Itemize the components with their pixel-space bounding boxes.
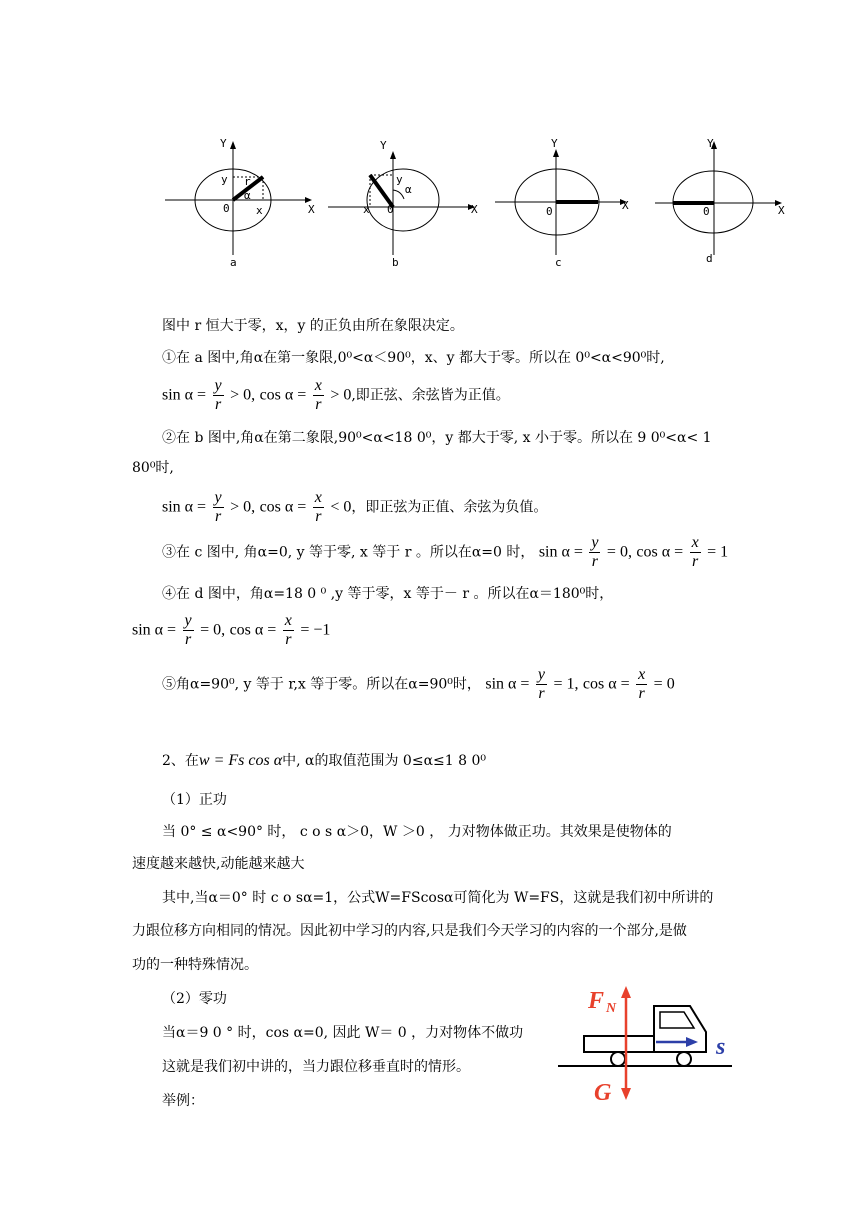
- fraction: [313, 489, 324, 526]
- denominator: r: [315, 508, 322, 525]
- relation: = 0: [653, 675, 675, 693]
- heading-zero-work: （2）零功: [162, 991, 227, 1007]
- truck-diagram: [556, 982, 736, 1102]
- fig-c-y-axis: Y: [551, 137, 558, 150]
- fig-a-label-x: x: [256, 204, 263, 217]
- denominator: r: [591, 553, 599, 570]
- normal-force-subscript: N: [606, 1001, 617, 1016]
- numerator: x: [284, 612, 292, 629]
- relation: > 0,: [230, 386, 256, 404]
- normal-force-label: F: [588, 988, 605, 1014]
- denominator: r: [692, 553, 699, 570]
- sin-label: sin α =: [132, 621, 177, 639]
- figure-b: [318, 135, 488, 274]
- section-2-pre: 2、在: [162, 753, 199, 769]
- formula-2-tail: ，即正弦为正值、余弦为负值。: [351, 499, 548, 516]
- fraction: [283, 612, 294, 649]
- fig-b-label-y: y: [396, 173, 403, 186]
- numerator: x: [314, 377, 322, 394]
- formula-2: [162, 489, 547, 526]
- fig-d-x-axis: X: [778, 204, 785, 217]
- fraction: [589, 534, 600, 571]
- numerator: y: [184, 612, 192, 629]
- denominator: r: [214, 508, 222, 525]
- fraction: [213, 489, 224, 526]
- fraction: [313, 377, 324, 414]
- intro-text: 图中 r 恒大于零，x，y 的正负由所在象限决定。: [162, 318, 464, 334]
- denominator: r: [315, 396, 322, 413]
- displacement-label: s: [716, 1034, 726, 1060]
- para-z2: 这就是我们初中讲的，当力跟位移垂直时的情形。: [162, 1059, 470, 1075]
- figure-a: [160, 135, 320, 274]
- fraction: [536, 666, 547, 703]
- denominator: r: [214, 396, 222, 413]
- relation: = 0,: [200, 621, 226, 639]
- fig-a-caption: a: [230, 256, 237, 269]
- fig-a-label-y: y: [221, 173, 228, 186]
- numerator: y: [591, 534, 599, 551]
- para-4: ④在 d 图中，角α=18 0 ⁰ ,y 等于零，x 等于－ r 。所以在α＝180⁰时，: [162, 586, 614, 602]
- fig-d-caption: d: [706, 252, 713, 265]
- section-2-post: 中, α的取值范围为 0≤α≤1 8 0⁰: [282, 753, 486, 769]
- formula-4: [132, 612, 330, 649]
- fraction: [213, 377, 224, 414]
- fig-d-origin: 0: [703, 205, 710, 218]
- denominator: r: [538, 685, 545, 702]
- fig-a-label-alpha: α: [244, 189, 251, 202]
- fraction: [636, 666, 647, 703]
- fraction: [183, 612, 194, 649]
- para-5-text: ⑤角α=90⁰, y 等于 r,x 等于零。所以在α=90⁰时，: [162, 676, 481, 693]
- sin-label: sin α =: [485, 675, 530, 693]
- para-2b: 80⁰时,: [132, 460, 174, 476]
- fig-a-origin: 0: [223, 202, 230, 215]
- para-z1: 当α＝9 0 ° 时，cos α=0, 因此 W＝ 0 ，力对物体不做功: [162, 1025, 524, 1041]
- denominator: r: [184, 631, 192, 648]
- heading-positive-work: （1）正功: [162, 792, 227, 808]
- relation: < 0: [330, 498, 352, 516]
- relation: > 0,: [230, 498, 256, 516]
- cos-label: cos α =: [259, 386, 307, 404]
- para-1: ①在 a 图中,角α在第一象限,0⁰<α＜90⁰，x、y 都大于零。所以在 0⁰<α<90⁰时,: [162, 350, 665, 366]
- fig-a-y-axis: Y: [220, 137, 227, 150]
- fig-b-x-axis: X: [471, 203, 478, 216]
- formula-1-tail: ,即正弦、余弦皆为正值。: [351, 387, 510, 404]
- numerator: x: [314, 489, 322, 506]
- relation: = 0,: [606, 543, 632, 561]
- numerator: x: [691, 534, 699, 551]
- fig-b-label-alpha: α: [405, 183, 412, 196]
- fig-b-caption: b: [392, 256, 399, 269]
- para-w2c: 功的一种特殊情况。: [132, 957, 258, 973]
- sin-label: sin α =: [538, 543, 583, 561]
- gravity-label: G: [594, 1080, 612, 1102]
- sin-label: sin α =: [162, 386, 207, 404]
- fig-c-origin: 0: [546, 205, 553, 218]
- relation: > 0: [330, 386, 352, 404]
- section-2: [162, 750, 486, 772]
- fig-b-label-x: x: [363, 203, 370, 216]
- relation: = 1: [707, 543, 729, 561]
- fig-b-y-axis: Y: [380, 139, 387, 152]
- fig-c-x-axis: X: [622, 199, 629, 212]
- cos-label: cos α =: [259, 498, 307, 516]
- figure-d: [650, 135, 790, 274]
- fig-a-x-axis: X: [308, 203, 315, 216]
- cos-label: cos α =: [582, 675, 630, 693]
- numerator: y: [214, 489, 222, 506]
- fig-d-y-axis: Y: [707, 137, 714, 150]
- figure-c: [490, 135, 640, 274]
- numerator: y: [537, 666, 545, 683]
- numerator: y: [214, 377, 222, 394]
- work-formula: w = Fs cos α: [198, 752, 283, 769]
- fig-b-origin: 0: [387, 203, 394, 216]
- cos-label: cos α =: [636, 543, 684, 561]
- para-2a: ②在 b 图中,角α在第二象限,90⁰<α<18 0⁰，y 都大于零, x 小于零。所以在 9 0⁰<α< 1: [162, 430, 712, 446]
- para-3: [162, 534, 728, 571]
- sin-label: sin α =: [162, 498, 207, 516]
- para-w2a: 其中,当α＝0° 时 c o sα=1，公式W=FScosα可简化为 W=FS，这就是我们初中所讲的: [162, 890, 714, 906]
- denominator: r: [638, 685, 645, 702]
- relation: = 1,: [553, 675, 579, 693]
- para-5: [162, 666, 675, 703]
- para-3-text: ③在 c 图中, 角α=0, y 等于零, x 等于 r 。所以在α=0 时，: [162, 544, 535, 561]
- numerator: x: [638, 666, 646, 683]
- para-w1b: 速度越来越快,动能越来越大: [132, 856, 305, 872]
- para-w2b: 力跟位移方向相同的情况。因此初中学习的内容,只是我们今天学习的内容的一个部分,是做: [132, 923, 687, 939]
- denominator: r: [285, 631, 292, 648]
- example-label: 举例：: [162, 1093, 204, 1109]
- fig-a-label-r: r: [244, 175, 251, 188]
- cos-label: cos α =: [229, 621, 277, 639]
- para-w1a: 当 0° ≤ α<90° 时， c o s α＞0，W ＞0 ， 力对物体做正功。其效果是使物体的: [162, 824, 672, 840]
- fig-c-caption: c: [555, 256, 562, 269]
- formula-1: [162, 377, 510, 414]
- relation: = −1: [300, 621, 331, 639]
- fraction: [690, 534, 701, 571]
